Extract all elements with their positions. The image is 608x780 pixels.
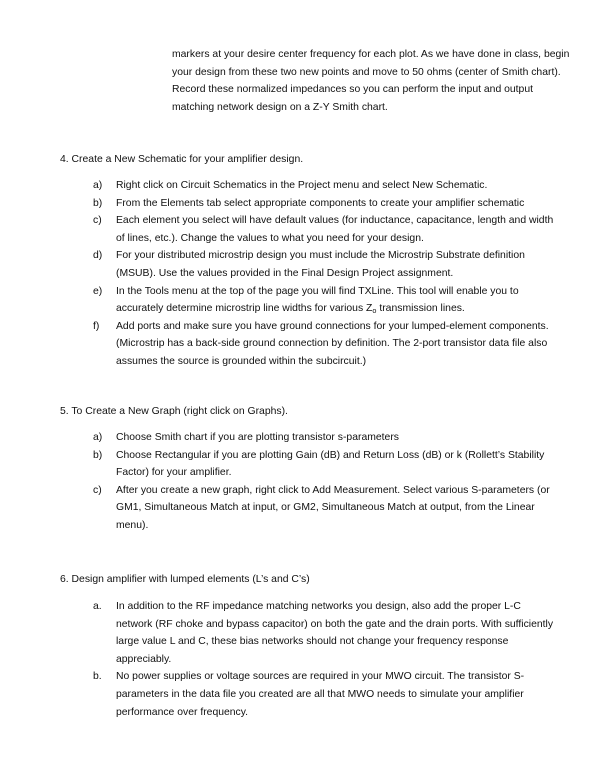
subscript-o: o	[372, 306, 377, 316]
list-marker: c)	[93, 484, 102, 496]
list-item	[93, 482, 560, 535]
list-item-text: Right click on Circuit Schematics in the Project menu and select New Schematic.	[116, 180, 488, 191]
section-4-title: 4. Create a New Schematic for your amplifier design.	[60, 154, 304, 165]
list-item	[93, 283, 560, 318]
list-marker: b.	[93, 671, 102, 683]
list-marker: b)	[93, 449, 103, 461]
list-item-text: No power supplies or voltage sources are required in your MWO circuit. The transistor S-parameters in the data file you created are all that MWO needs to simulate your amplifier performance over frequency.	[116, 671, 525, 718]
text-after-subscript: transmission lines.	[376, 303, 465, 315]
list-item	[93, 447, 560, 482]
list-marker: a)	[93, 180, 103, 191]
list-item-text: Choose Rectangular if you are plotting Gain (dB) and Return Loss (dB) or k (Rollett’s Stability Factor) for your amplifier.	[116, 449, 545, 479]
list-item-text: Choose Smith chart if you are plotting transistor s-parameters	[116, 432, 399, 443]
list-item-text: After you create a new graph, right click to Add Measurement. Select various S-parameters (or GM1, Simultaneous Match at input, or GM2, Simultaneous Match at output, from the Linear menu).	[116, 484, 550, 531]
list-item-text: Each element you select will have default values (for inductance, capacitance, length and width of lines, etc.). Change the values to what you need for your design.	[116, 215, 554, 244]
section-5-title: 5. To Create a New Graph (right click on Graphs).	[60, 406, 288, 417]
list-item	[93, 598, 560, 668]
list-item-text: In addition to the RF impedance matching networks you design, also add the proper L-C network (RF choke and bypass capacitor) on both the gate and the drain ports. With sufficiently large value L and C, these bias networks should not change your frequency response appreciably.	[116, 601, 554, 665]
list-item	[93, 318, 560, 371]
list-item	[93, 247, 560, 282]
section-6-title: 6. Design amplifier with lumped elements (L’s and C’s)	[60, 574, 310, 585]
list-item	[93, 668, 560, 721]
list-marker: f)	[93, 320, 100, 332]
section-5-list	[93, 429, 560, 535]
list-marker: b)	[93, 197, 103, 209]
list-marker: d)	[93, 250, 103, 262]
intro-paragraph: markers at your desire center frequency for each plot. As we have done in class, begin your design from these two new points and move to 50 ohms (center of Smith chart). Record these normalized impedances so you can perform the input and output matching network design on a Z-Y Smith chart.	[172, 49, 570, 113]
list-marker: a.	[93, 601, 102, 612]
list-marker: c)	[93, 215, 102, 227]
list-item	[93, 195, 560, 213]
list-item	[93, 177, 560, 195]
list-item-text: For your distributed microstrip design you must include the Microstrip Substrate definition (MSUB). Use the values provided in the Final Design Project assignment.	[116, 250, 525, 279]
list-item	[93, 429, 560, 447]
text-before-subscript: In the Tools menu at the top of the page you will find TXLine. This tool will enable you to accurately determine microstrip line widths for various Z	[116, 285, 519, 315]
section-4-list	[93, 177, 560, 371]
list-item-text	[116, 283, 560, 318]
list-item	[93, 212, 560, 247]
list-item-text: From the Elements tab select appropriate components to create your amplifier schematic	[116, 197, 525, 209]
section-6-list	[93, 598, 560, 721]
list-marker: a)	[93, 432, 103, 443]
list-item-text: Add ports and make sure you have ground connections for your lumped-element components. (Microstrip has a back-side ground connection by definition. The 2-port transistor data file also assumes the source is grounded within the subcircuit.)	[116, 320, 549, 367]
list-marker: e)	[93, 285, 103, 297]
